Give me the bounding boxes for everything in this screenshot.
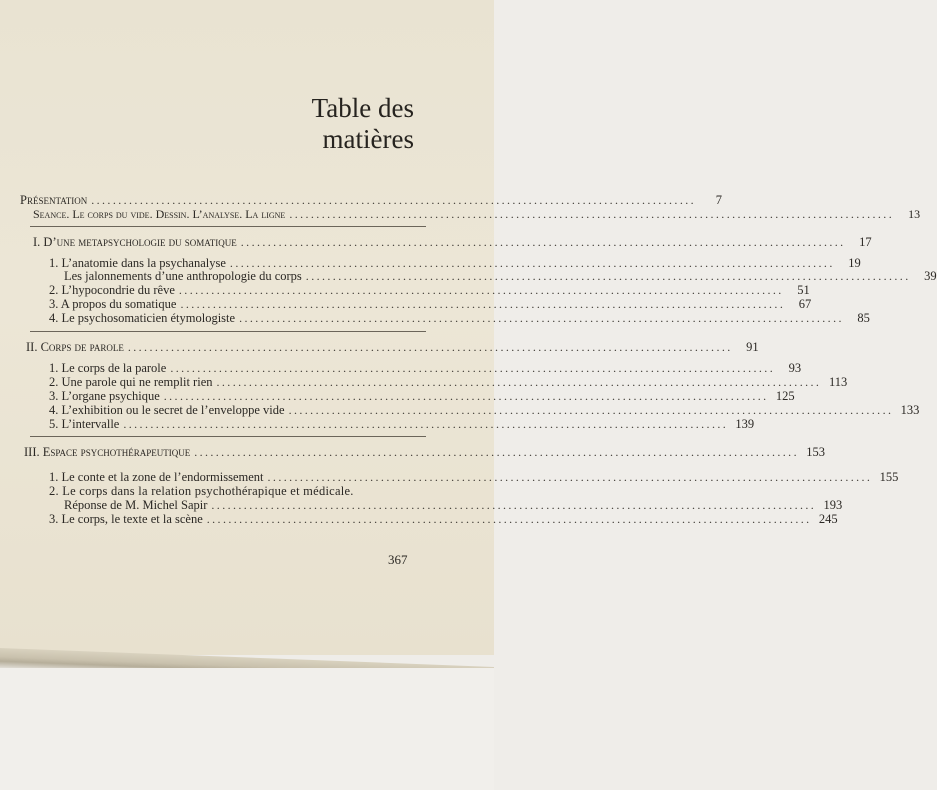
toc-leader: ................................................................................................................ xyxy=(211,498,817,512)
toc-section-3 xyxy=(24,445,825,459)
toc-page-number: 67 xyxy=(798,297,812,311)
toc-leader: ................................................................................................................ xyxy=(127,340,733,354)
toc-leader: ................................................................................................................ xyxy=(239,311,844,325)
toc-item-label: 2. L’hypocondrie du rêve xyxy=(49,283,175,297)
toc-leader: ................................................................................................................ xyxy=(289,207,895,221)
toc-item-label: 3. A propos du somatique xyxy=(49,297,177,311)
title-line-1: Table des xyxy=(311,93,414,123)
toc-leader: ................................................................................................................ xyxy=(163,389,769,403)
toc-leader: ................................................................................................................ xyxy=(206,512,812,526)
toc-page-number: 245 xyxy=(818,512,838,526)
toc-item-label: 1. L’anatomie dans la psychanalyse xyxy=(49,256,226,270)
toc-page-number: 85 xyxy=(857,311,870,325)
toc-entry-seance xyxy=(33,207,921,221)
toc-page-number: 139 xyxy=(735,417,755,431)
toc-item xyxy=(49,403,920,417)
section-divider xyxy=(30,331,426,332)
toc-leader: ................................................................................................................ xyxy=(194,445,799,459)
toc-page-number: 153 xyxy=(806,445,825,459)
toc-leader: ................................................................................................................ xyxy=(170,361,776,375)
title-line-2: matières xyxy=(322,124,414,154)
toc-page-number: 113 xyxy=(829,375,848,389)
toc-item xyxy=(49,512,838,526)
toc-leader: ................................................................................................................ xyxy=(229,256,835,270)
toc-item-label: 3. Le corps, le texte et la scène xyxy=(49,512,203,526)
toc-page-number: 7 xyxy=(715,193,723,207)
toc-leader: ................................................................................................................ xyxy=(216,375,822,389)
toc-item-label: Les jalonnements d’une anthropologie du corps xyxy=(64,269,302,283)
toc-item xyxy=(49,283,810,297)
toc-item xyxy=(49,256,861,270)
toc-leader: ................................................................................................................ xyxy=(178,283,784,297)
book-page xyxy=(0,0,494,655)
toc-leader: ................................................................................................................ xyxy=(180,297,786,311)
toc-page-number: 13 xyxy=(908,207,921,221)
page-title xyxy=(312,93,414,155)
toc-section-label: I. D’une metapsychologie du somatique xyxy=(33,235,237,249)
toc-item xyxy=(64,498,843,512)
toc-section-2 xyxy=(26,340,759,354)
toc-page-number: 91 xyxy=(746,340,759,354)
toc-section-label: III. Espace psychothérapeutique xyxy=(24,445,191,459)
toc-item xyxy=(49,297,812,311)
toc-item xyxy=(49,311,870,325)
toc-page-number: 133 xyxy=(900,403,920,417)
toc-item-label: 2. Une parole qui ne remplit rien xyxy=(49,375,213,389)
toc-page-number: 39 xyxy=(924,269,937,283)
background-surface xyxy=(0,668,494,790)
toc-leader: ................................................................................................................ xyxy=(267,470,873,484)
toc-item-label: 3. L’organe psychique xyxy=(49,389,160,403)
toc-entry-presentation xyxy=(20,193,723,207)
toc-item xyxy=(49,361,802,375)
toc-item xyxy=(49,375,848,389)
toc-item-label: 1. Le corps de la parole xyxy=(49,361,167,375)
section-divider xyxy=(30,436,426,437)
toc-page-number: 93 xyxy=(788,361,802,375)
toc-leader: ................................................................................................................ xyxy=(305,269,911,283)
toc-page-number: 155 xyxy=(879,470,899,484)
toc-item xyxy=(49,484,414,498)
toc-page-number: 17 xyxy=(859,235,872,249)
toc-leader: ................................................................................................................ xyxy=(91,193,697,207)
toc-item-label: 2. Le corps dans la relation psychothérapique et médicale. xyxy=(49,484,354,498)
toc-page-number: 19 xyxy=(848,256,861,270)
toc-section-label: II. Corps de parole xyxy=(26,340,124,354)
section-divider xyxy=(30,226,426,227)
page-number: 367 xyxy=(388,552,408,567)
toc-page-number: 193 xyxy=(823,498,843,512)
toc-item-label: 4. L’exhibition ou le secret de l’enveloppe vide xyxy=(49,403,285,417)
toc-item xyxy=(49,417,755,431)
toc-page-number: 51 xyxy=(797,283,810,297)
toc-item xyxy=(64,269,937,283)
toc-item xyxy=(49,470,899,484)
toc-item-label: Réponse de M. Michel Sapir xyxy=(64,498,208,512)
toc-item xyxy=(49,389,795,403)
toc-page-number: 125 xyxy=(775,389,795,403)
toc-entry-label: Présentation xyxy=(20,193,88,207)
toc-item-label: 1. Le conte et la zone de l’endormissement xyxy=(49,470,264,484)
toc-section-1 xyxy=(33,235,872,249)
toc-leader: ................................................................................................................ xyxy=(288,403,894,417)
toc-leader: ................................................................................................................ xyxy=(240,235,846,249)
toc-item-label: 5. L’intervalle xyxy=(49,417,120,431)
toc-leader: ................................................................................................................ xyxy=(123,417,729,431)
toc-entry-label: Seance. Le corps du vide. Dessin. L’analyse. La ligne xyxy=(33,207,286,221)
toc-item-label: 4. Le psychosomaticien étymologiste xyxy=(49,311,236,325)
